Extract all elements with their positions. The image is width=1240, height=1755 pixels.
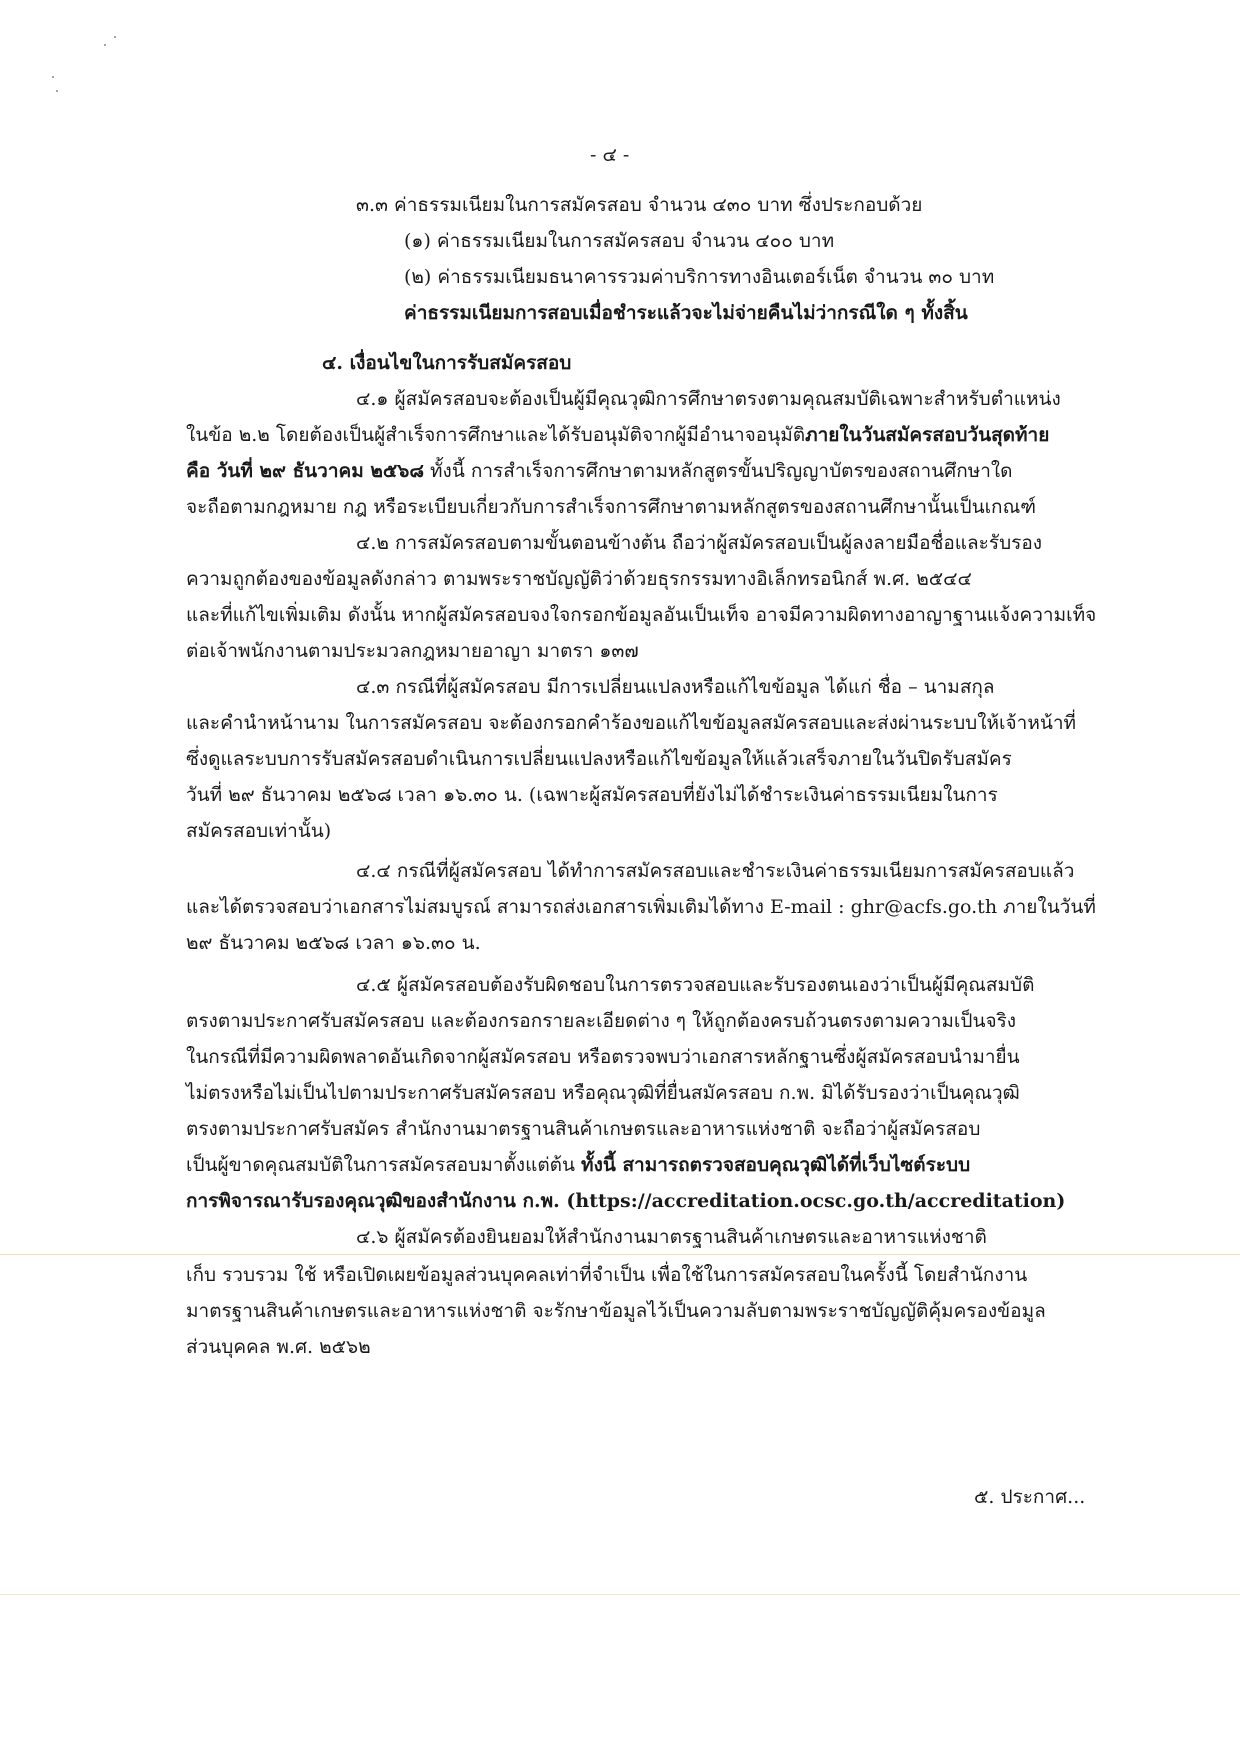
para-4-6-line: มาตรฐานสินค้าเกษตรและอาหารแห่งชาติ จะรักษาข้อมูลไว้เป็นความลับตามพระราชบัญญัติคุ้มครองข้อมูล (186, 1300, 1046, 1322)
para-4-2-line: และที่แก้ไขเพิ่มเติม ดังนั้น หากผู้สมัครสอบจงใจกรอกข้อมูลอันเป็นเท็จ อาจมีความผิดทางอาญาฐานแจ้งความเท็จ (186, 604, 1097, 626)
fee-item-1: (๑) ค่าธรรมเนียมในการสมัครสอบ จำนวน ๔๐๐ บาท (404, 230, 835, 252)
para-4-6-line: เก็บ รวบรวม ใช้ หรือเปิดเผยข้อมูลส่วนบุคคลเท่าที่จำเป็น เพื่อใช้ในการสมัครสอบในครั้งนี้ โดยสำนักงาน (186, 1264, 1028, 1286)
para-4-1-emphasis: ภายในวันสมัครสอบวันสุดท้าย (805, 424, 1050, 446)
para-4-2-line: ต่อเจ้าพนักงานตามประมวลกฎหมายอาญา มาตรา ๑๓๗ (186, 640, 639, 662)
para-4-1-line (186, 458, 1013, 484)
para-4-5-text: เป็นผู้ขาดคุณสมบัติในการสมัครสอบมาตั้งแต่ต้น (186, 1154, 582, 1176)
para-4-4-line: และได้ตรวจสอบว่าเอกสารไม่สมบูรณ์ สามารถส่งเอกสารเพิ่มเติมได้ทาง E-mail : ghr@acfs.go.th ภายในวันที่ (186, 896, 1096, 918)
page-number: - ๔ - (590, 144, 630, 166)
scan-artifact-line (0, 1254, 1240, 1255)
para-4-3-line: วันที่ ๒๙ ธันวาคม ๒๕๖๘ เวลา ๑๖.๓๐ น. (เฉพาะผู้สมัครสอบที่ยังไม่ได้ชำระเงินค่าธรรมเนียมในการ (186, 784, 998, 806)
para-4-3-line: สมัครสอบเท่านั้น) (186, 820, 332, 842)
scan-speck (56, 90, 58, 92)
para-4-5-line (186, 1152, 970, 1178)
scan-artifact-line (0, 1594, 1240, 1595)
para-4-2-line: ๔.๒ การสมัครสอบตามขั้นตอนข้างต้น ถือว่าผู้สมัครสอบเป็นผู้ลงลายมือชื่อและรับรอง (356, 532, 1043, 554)
para-4-6-line: ๔.๖ ผู้สมัครต้องยินยอมให้สำนักงานมาตรฐานสินค้าเกษตรและอาหารแห่งชาติ (356, 1226, 987, 1248)
para-4-2-line: ความถูกต้องของข้อมูลดังกล่าว ตามพระราชบัญญัติว่าด้วยธุรกรรมทางอิเล็กทรอนิกส์ พ.ศ. ๒๕๔๔ (186, 568, 972, 590)
para-4-5-line: ตรงตามประกาศรับสมัครสอบ และต้องกรอกรายละเอียดต่าง ๆ ให้ถูกต้องครบถ้วนตรงตามความเป็นจริง (186, 1010, 1017, 1032)
para-4-3-line: ซึ่งดูแลระบบการรับสมัครสอบดำเนินการเปลี่ยนแปลงหรือแก้ไขข้อมูลให้แล้วเสร็จภายในวันปิดรับสมัคร (186, 748, 1012, 770)
para-4-5-line: การพิจารณารับรองคุณวุฒิของสำนักงาน ก.พ. (https://accreditation.ocsc.go.th/accreditation) (186, 1190, 1066, 1212)
fee-heading: ๓.๓ ค่าธรรมเนียมในการสมัครสอบ จำนวน ๔๓๐ บาท ซึ่งประกอบด้วย (356, 194, 923, 216)
scan-speck (52, 76, 54, 78)
para-4-5-line: ๔.๕ ผู้สมัครสอบต้องรับผิดชอบในการตรวจสอบและรับรองตนเองว่าเป็นผู้มีคุณสมบัติ (356, 974, 1035, 996)
para-4-5-line: ไม่ตรงหรือไม่เป็นไปตามประกาศรับสมัครสอบ หรือคุณวุฒิที่ยื่นสมัครสอบ ก.พ. มิได้รับรองว่าเป็นคุณวุฒิ (186, 1082, 1020, 1104)
para-4-5-line: ตรงตามประกาศรับสมัคร สำนักงานมาตรฐานสินค้าเกษตรและอาหารแห่งชาติ จะถือว่าผู้สมัครสอบ (186, 1118, 981, 1140)
fee-note: ค่าธรรมเนียมการสอบเมื่อชำระแล้วจะไม่จ่ายคืนไม่ว่ากรณีใด ๆ ทั้งสิ้น (404, 302, 968, 324)
para-4-1-line: ๔.๑ ผู้สมัครสอบจะต้องเป็นผู้มีคุณวุฒิการศึกษาตรงตามคุณสมบัติเฉพาะสำหรับตำแหน่ง (356, 388, 1061, 410)
para-4-1-line (186, 422, 1049, 448)
para-4-1-text: ในข้อ ๒.๒ โดยต้องเป็นผู้สำเร็จการศึกษาและได้รับอนุมัติจากผู้มีอำนาจอนุมัติ (186, 424, 806, 446)
para-4-3-line: และคำนำหน้านาม ในการสมัครสอบ จะต้องกรอกคำร้องขอแก้ไขข้อมูลสมัครสอบและส่งผ่านระบบให้เจ้าหน้าที่ (186, 712, 1077, 734)
scan-speck (114, 36, 116, 38)
para-4-5-line: ในกรณีที่มีความผิดพลาดอันเกิดจากผู้สมัครสอบ หรือตรวจพบว่าเอกสารหลักฐานซึ่งผู้สมัครสอบนำมายื่น (186, 1046, 1020, 1068)
para-4-6-line: ส่วนบุคคล พ.ศ. ๒๕๖๒ (186, 1336, 371, 1358)
scan-speck (104, 44, 106, 46)
para-4-1-deadline: คือ วันที่ ๒๙ ธันวาคม ๒๕๖๘ (186, 460, 424, 482)
fee-item-2: (๒) ค่าธรรมเนียมธนาคารรวมค่าบริการทางอินเตอร์เน็ต จำนวน ๓๐ บาท (404, 266, 995, 288)
para-4-4-line: ๔.๔ กรณีที่ผู้สมัครสอบ ได้ทำการสมัครสอบและชำระเงินค่าธรรมเนียมการสมัครสอบแล้ว (356, 860, 1075, 882)
para-4-3-line: ๔.๓ กรณีที่ผู้สมัครสอบ มีการเปลี่ยนแปลงหรือแก้ไขข้อมูล ได้แก่ ชื่อ – นามสกุล (356, 676, 995, 698)
para-4-4-line: ๒๙ ธันวาคม ๒๕๖๘ เวลา ๑๖.๓๐ น. (186, 932, 481, 954)
section-title: ๔. เงื่อนไขในการรับสมัครสอบ (322, 352, 572, 374)
para-4-1-line: จะถือตามกฎหมาย กฎ หรือระเบียบเกี่ยวกับการสำเร็จการศึกษาตามหลักสูตรของสถานศึกษานั้นเป็นเกณฑ์ (186, 496, 1036, 518)
para-4-1-text: ทั้งนี้ การสำเร็จการศึกษาตามหลักสูตรขั้นปริญญาบัตรของสถานศึกษาใด (423, 460, 1013, 482)
continuation-marker: ๕. ประกาศ... (974, 1486, 1086, 1508)
para-4-5-emphasis: ทั้งนี้ สามารถตรวจสอบคุณวุฒิได้ที่เว็บไซต์ระบบ (581, 1154, 971, 1176)
